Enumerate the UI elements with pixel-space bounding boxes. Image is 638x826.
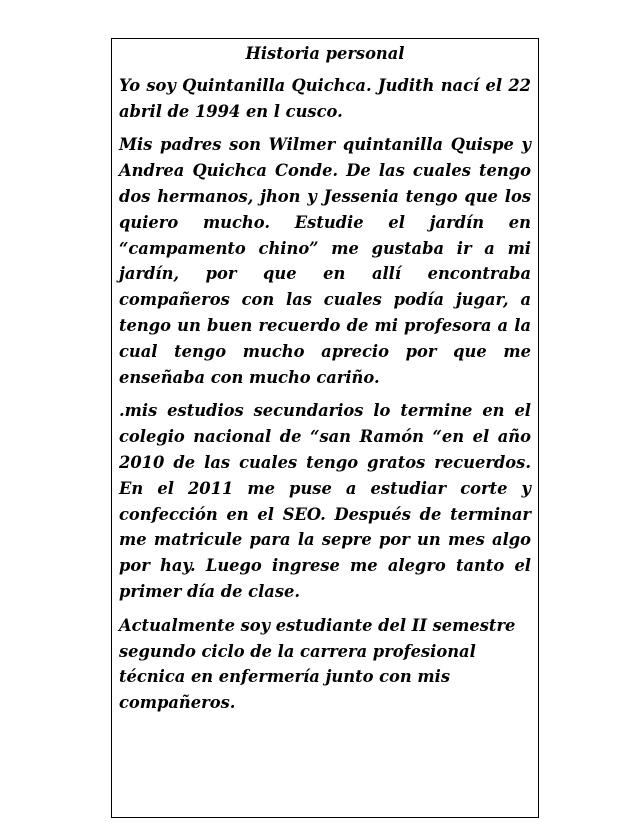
- paragraph-birth: Yo soy Quintanilla Quichca. Judith nací el 22 abril de 1994 en l cusco.: [119, 75, 531, 121]
- paragraph-family: Mis padres son Wilmer quintanilla Quispe y Andrea Quichca Conde. De las cuales tengo dos hermanos, jhon y Jessenia tengo que los quiero mucho. Estudie el jardín en “campamento chino” me gustaba ir a mi jardín, por que en allí encontraba compañeros con las cuales podía jugar, a tengo un buen recuerdo de mi profesora a la cual tengo mucho aprecio por que me enseñaba con mucho cariño.: [119, 135, 531, 387]
- paragraph-current: Actualmente soy estudiante del II semestre segundo ciclo de la carrera profesional técnica en enfermería junto con mis compañeros.: [119, 615, 516, 713]
- paragraph-studies: .mis estudios secundarios lo termine en el colegio nacional de “san Ramón “en el año 2010 de las cuales tengo gratos recuerdos. En el 2011 me puse a estudiar corte y confección en el SEO. Después de terminar me matricule para la sepre por un mes algo por hay. Luego ingrese me alegro tanto el primer día de clase.: [119, 401, 531, 601]
- document-frame: [111, 38, 539, 818]
- document-title: Historia personal: [245, 44, 405, 63]
- document-body: [119, 41, 531, 724]
